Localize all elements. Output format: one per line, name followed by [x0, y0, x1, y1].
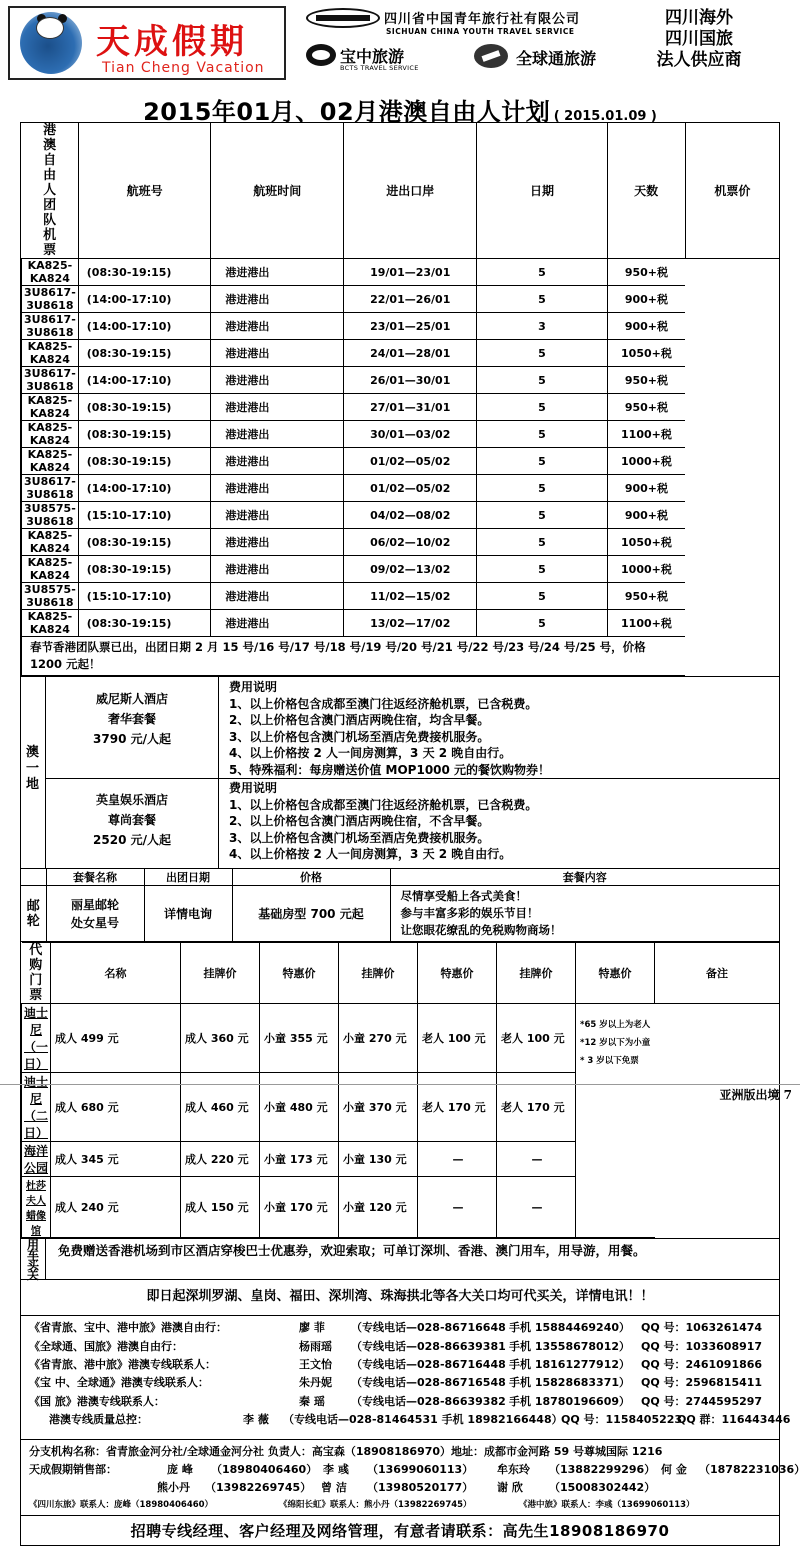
col-header-port: 进出口岸	[344, 123, 477, 259]
border-crossing-notice: 即日起深圳罗湖、皇岗、福田、深圳湾、珠海拱北等各大关口均可代买关，详情电讯！！	[21, 1279, 779, 1315]
bcts-name-en: BCTS TRAVEL SERVICE	[340, 64, 419, 72]
flight-days: 5	[477, 448, 607, 475]
tickets-col-deal-child: 特惠价	[418, 943, 497, 1004]
cruise-table	[21, 868, 779, 942]
remark-line: *65 岁以上为老人	[580, 1020, 651, 1031]
flight-row	[22, 394, 780, 421]
flight-days: 3	[477, 313, 607, 340]
flight-no: KA825-KA824	[22, 259, 79, 286]
footer-divider	[0, 1084, 800, 1085]
flight-row	[22, 259, 780, 286]
note-line: 5、特殊福利：每房赠送价值 MOP1000 元的餐饮购物券！	[229, 762, 551, 777]
flights-table	[21, 123, 779, 676]
flight-port: 港进港出	[211, 475, 344, 502]
macau-notes-venetian	[219, 679, 779, 778]
ticket-price: 小童 120 元	[339, 1177, 418, 1238]
transport-text	[46, 1239, 779, 1279]
flight-port: 港进港出	[211, 286, 344, 313]
col-header-price: 机票价	[685, 123, 779, 259]
contact-label: 《全球通、国旅》港澳自由行：	[29, 1339, 183, 1353]
page-header	[0, 0, 800, 90]
flight-row	[22, 367, 780, 394]
cruise-price: 基础房型 700 元起	[232, 886, 390, 942]
page-title-date: ( 2015.01.09 )	[553, 109, 657, 124]
page-title: 2015年01月、02月港澳自由人计划	[143, 98, 551, 126]
flight-port: 港进港出	[211, 529, 344, 556]
cruise-name: 丽星邮轮 处女星号	[46, 886, 144, 942]
flight-no: 3U8575-3U8618	[22, 502, 79, 529]
flight-row	[22, 583, 780, 610]
contact-label: 《国 旅》港澳专线联系人：	[29, 1394, 165, 1408]
supplier-label	[644, 8, 754, 71]
flight-no: KA825-KA824	[22, 394, 79, 421]
flight-days: 5	[477, 259, 607, 286]
tickets-table	[21, 942, 779, 1238]
contact-qq: QQ 号：2461091866	[641, 1357, 763, 1371]
tickets-col-deal-adult: 特惠价	[260, 943, 339, 1004]
spring-festival-notice: 春节香港团队票已出，出团日期 2 月 15 号/16 号/17 号/18 号/19 号/20 号/21 号/22 号/23 号/24 号/25 号，价格 1200 元起！	[22, 637, 686, 676]
contact-line	[21, 1338, 781, 1355]
note-line: 4、以上价格按 2 人一间房测算，3 天 2 晚自由行。	[229, 746, 512, 760]
flight-no: KA825-KA824	[22, 340, 79, 367]
quality-field: QQ 群：116443446	[677, 1412, 791, 1426]
sales-line-1: 天成假期销售部： 庞 峰 （18980406460） 李 彧 （13699060113） 牟东玲 （13882299296） 何 金 （18782231036）	[29, 1463, 805, 1477]
flight-days: 5	[477, 340, 607, 367]
ticket-row	[22, 1142, 780, 1177]
flight-port: 港进港出	[211, 313, 344, 340]
col-header-flight-no: 航班号	[78, 123, 211, 259]
flight-date: 22/01—26/01	[344, 286, 477, 313]
quality-field: 李 薇	[243, 1412, 269, 1426]
notes-title: 费用说明	[229, 781, 278, 795]
package-price: 2520 元/人起	[93, 833, 171, 847]
qqt-logo-icon	[474, 44, 508, 68]
flight-price: 1050+税	[607, 529, 685, 556]
flight-price: 1100+税	[607, 610, 685, 637]
flight-row	[22, 313, 780, 340]
flight-row	[22, 610, 780, 637]
contact-mobile: 手机 18161277912）	[509, 1357, 631, 1371]
cruise-header-blank	[21, 869, 46, 886]
ticket-price: 成人 360 元	[181, 1004, 260, 1073]
package-name: 尊尚套餐	[107, 813, 156, 827]
bcts-name-cn: 宝中旅游	[340, 47, 405, 66]
flights-side-label: 港 澳 自 由 人 团 队 机 票	[22, 123, 79, 259]
flight-time: (14:00-17:10)	[78, 313, 211, 340]
contact-name: 廖 菲	[299, 1321, 325, 1335]
page-footer: 亚洲版出境 7	[719, 1088, 792, 1102]
flight-price: 1050+税	[607, 340, 685, 367]
ticket-row	[22, 1004, 780, 1073]
macau-side-label: 澳 一 地	[21, 677, 46, 868]
flight-days: 5	[477, 367, 607, 394]
flight-port: 港进港出	[211, 340, 344, 367]
ticket-price: 成人 345 元	[51, 1142, 181, 1177]
contact-phone: （专线电话—028-86639381	[351, 1339, 506, 1353]
flight-days: 5	[477, 421, 607, 448]
flight-price: 900+税	[607, 313, 685, 340]
remark-line: *12 岁以下为小童	[580, 1038, 651, 1049]
contact-line	[21, 1319, 781, 1336]
ticket-price: 成人 499 元	[51, 1004, 181, 1073]
flight-port: 港进港出	[211, 259, 344, 286]
cruise-side-label: 邮 轮	[21, 886, 46, 942]
flight-port: 港进港出	[211, 556, 344, 583]
note-line: 4、以上价格按 2 人一间房测算，3 天 2 晚自由行。	[229, 847, 512, 861]
flight-row	[22, 448, 780, 475]
flight-price: 900+税	[607, 502, 685, 529]
flight-row	[22, 421, 780, 448]
flight-date: 30/01—03/02	[344, 421, 477, 448]
contact-name: 杨雨瑶	[299, 1339, 332, 1353]
brand-name-cn: 天成假期	[96, 22, 248, 62]
flight-time: (08:30-19:15)	[78, 259, 211, 286]
flight-price: 950+税	[607, 259, 685, 286]
flight-time: (14:00-17:10)	[78, 475, 211, 502]
cyts-name-cn: 四川省中国青年旅行社有限公司	[384, 12, 581, 27]
flight-price: 900+税	[607, 286, 685, 313]
ticket-price: 小童 355 元	[260, 1004, 339, 1073]
col-header-flight-time: 航班时间	[211, 123, 344, 259]
cruise-content: 尽情享受船上各式美食！ 参与丰富多彩的娱乐节目！ 让您眼花缭乱的免税购物商场！	[390, 886, 779, 942]
macau-package-emperor	[46, 778, 219, 869]
flight-time: (08:30-19:15)	[78, 556, 211, 583]
flight-port: 港进港出	[211, 367, 344, 394]
flight-no: KA825-KA824	[22, 448, 79, 475]
ticket-price: 成人 240 元	[51, 1177, 181, 1238]
contact-mobile: 手机 15828683371）	[509, 1376, 631, 1390]
flight-time: (14:00-17:10)	[78, 286, 211, 313]
macau-section	[21, 676, 779, 868]
flight-days: 5	[477, 502, 607, 529]
contacts-section	[21, 1315, 791, 1439]
ticket-price: 老人 170 元	[418, 1073, 497, 1142]
tickets-col-list-child: 挂牌价	[339, 943, 418, 1004]
col-header-days: 天数	[607, 123, 685, 259]
cyts-logo-icon	[306, 8, 380, 28]
flight-price: 950+税	[607, 367, 685, 394]
flight-time: (15:10-17:10)	[78, 583, 211, 610]
remark-line: * 3 岁以下免票	[580, 1056, 639, 1067]
flight-price: 900+税	[607, 475, 685, 502]
ticket-price: 小童 170 元	[260, 1177, 339, 1238]
package-name: 奢华套餐	[107, 712, 156, 726]
flight-no: KA825-KA824	[22, 610, 79, 637]
ticket-price: 老人 100 元	[418, 1004, 497, 1073]
flight-time: (15:10-17:10)	[78, 502, 211, 529]
flight-row	[22, 475, 780, 502]
tickets-side-label: 代 购 门 票	[22, 943, 51, 1004]
ticket-remarks	[576, 1004, 655, 1238]
contact-phone: （专线电话—028-86716648	[351, 1321, 506, 1335]
ticket-price: 小童 370 元	[339, 1073, 418, 1142]
flight-time: (08:30-19:15)	[78, 394, 211, 421]
panda-head-icon	[36, 17, 64, 39]
tickets-col-remarks: 备注	[655, 943, 780, 1004]
contact-mobile: 手机 13558678012）	[509, 1339, 631, 1353]
cruise-col-content: 套餐内容	[390, 869, 779, 886]
contact-phone: （专线电话—028-86716548	[351, 1376, 506, 1390]
note-line: 1、以上价格包含成都至澳门往返经济舱机票，已含税费。	[229, 696, 538, 711]
ticket-name: 海洋公园	[22, 1142, 51, 1177]
recruit-banner: 招聘专线经理、客户经理及网络管理，有意者请联系：高先生18908186970	[21, 1515, 779, 1545]
flight-date: 01/02—05/02	[344, 448, 477, 475]
flight-row	[22, 286, 780, 313]
ticket-price: —	[418, 1177, 497, 1238]
contact-mobile: 手机 15884469240）	[509, 1321, 631, 1335]
ticket-name: 杜莎夫人蜡像馆	[22, 1177, 51, 1238]
contact-qq: QQ 号：2744595297	[641, 1394, 763, 1408]
ticket-price: 小童 130 元	[339, 1142, 418, 1177]
ticket-name: 迪士尼（二日）	[22, 1073, 51, 1142]
contact-qq: QQ 号：1033608917	[641, 1339, 763, 1353]
note-line: 2、以上价格包含澳门酒店两晚住宿，均含早餐。	[229, 713, 490, 727]
flight-date: 27/01—31/01	[344, 394, 477, 421]
ticket-price: 小童 173 元	[260, 1142, 339, 1177]
flight-date: 13/02—17/02	[344, 610, 477, 637]
flight-no: 3U8575-3U8618	[22, 583, 79, 610]
contact-name: 王文怡	[299, 1357, 332, 1371]
note-line: 1、以上价格包含成都至澳门往返经济舱机票，已含税费。	[229, 797, 538, 812]
contact-line	[21, 1374, 781, 1391]
contact-qq: QQ 号：2596815411	[641, 1376, 763, 1390]
ticket-name: 迪士尼（一日）	[22, 1004, 51, 1073]
contact-qq: QQ 号：1063261474	[641, 1321, 763, 1335]
ticket-row	[22, 1177, 780, 1238]
main-frame	[20, 122, 805, 1546]
contact-phone: （专线电话—028-86716448	[351, 1357, 506, 1371]
flight-days: 5	[477, 286, 607, 313]
note-line: 2、以上价格包含澳门酒店两晚住宿，不含早餐。	[229, 814, 490, 828]
notes-title: 费用说明	[229, 680, 278, 694]
cruise-col-date: 出团日期	[144, 869, 232, 886]
flight-days: 5	[477, 529, 607, 556]
flight-time: (08:30-19:15)	[78, 421, 211, 448]
flight-time: (14:00-17:10)	[78, 367, 211, 394]
flight-port: 港进港出	[211, 421, 344, 448]
brand-name-en: Tian Cheng Vacation	[102, 60, 265, 76]
ticket-price: 成人 680 元	[51, 1073, 181, 1142]
branch-section	[21, 1439, 805, 1515]
hotel-name: 英皇娱乐酒店	[95, 793, 168, 807]
flight-row	[22, 340, 780, 367]
flight-time: (08:30-19:15)	[78, 610, 211, 637]
contact-mobile: 手机 18780196609）	[509, 1394, 631, 1408]
ticket-price: 小童 270 元	[339, 1004, 418, 1073]
cyts-name-en: SICHUAN CHINA YOUTH TRAVEL SERVICE	[386, 27, 575, 36]
tickets-col-list-senior: 挂牌价	[497, 943, 576, 1004]
quality-field: QQ 号：1158405223	[561, 1412, 683, 1426]
affiliate-contacts: 《四川东旅》联系人：庞峰（18980406460） 《绵阳长虹》联系人：熊小丹（13982269745） 《港中旅》联系人：李彧（13699060113）	[29, 1500, 695, 1511]
contact-line	[21, 1393, 781, 1410]
ticket-price: 成人 150 元	[181, 1177, 260, 1238]
flight-no: 3U8617-3U8618	[22, 367, 79, 394]
qqt-name-cn: 全球通旅游	[516, 49, 597, 68]
ticket-price: 成人 220 元	[181, 1142, 260, 1177]
note-line: 3、以上价格包含澳门机场至酒店免费接机服务。	[229, 729, 490, 744]
note-line: 3、以上价格包含澳门机场至酒店免费接机服务。	[229, 830, 490, 845]
flight-date: 01/02—05/02	[344, 475, 477, 502]
supplier-line: 四川国旅	[665, 29, 733, 49]
col-header-date: 日期	[477, 123, 607, 259]
contact-label: 《宝 中、全球通》港澳专线联系人：	[29, 1376, 209, 1390]
cruise-date: 详情电询	[144, 886, 232, 942]
ticket-price: 老人 170 元	[497, 1073, 576, 1142]
transport-line: 免费赠送香港机场到市区酒店穿梭巴士优惠券，欢迎索取；可单订深圳、香港、澳门用车，用导游，用餐。	[58, 1243, 646, 1259]
flight-port: 港进港出	[211, 448, 344, 475]
quality-control-line	[21, 1411, 791, 1428]
flight-price: 1000+税	[607, 556, 685, 583]
flight-row	[22, 529, 780, 556]
flight-date: 11/02—15/02	[344, 583, 477, 610]
flight-date: 23/01—25/01	[344, 313, 477, 340]
supplier-line: 四川海外	[665, 8, 733, 28]
flight-price: 950+税	[607, 394, 685, 421]
flight-days: 5	[477, 583, 607, 610]
supplier-line: 法人供应商	[656, 50, 742, 70]
macau-notes-emperor	[219, 780, 779, 863]
flight-price: 950+税	[607, 583, 685, 610]
contact-label: 《省青旅、港中旅》港澳专线联系人：	[29, 1357, 216, 1371]
flight-price: 1000+税	[607, 448, 685, 475]
flight-no: 3U8617-3U8618	[22, 475, 79, 502]
flight-no: 3U8617-3U8618	[22, 286, 79, 313]
branch-info: 分支机构名称：省青旅金河分社/全球通金河分社 负责人：高宝森（18908186970）地址：成都市金河路 59 号尊城国际 1216	[29, 1445, 663, 1459]
flight-date: 04/02—08/02	[344, 502, 477, 529]
contact-line	[21, 1356, 781, 1373]
flight-days: 5	[477, 394, 607, 421]
flight-date: 09/02—13/02	[344, 556, 477, 583]
flight-time: (08:30-19:15)	[78, 340, 211, 367]
flight-no: KA825-KA824	[22, 556, 79, 583]
ticket-price: 小童 480 元	[260, 1073, 339, 1142]
ticket-price: —	[497, 1177, 576, 1238]
cruise-col-name: 套餐名称	[46, 869, 144, 886]
flight-price: 1100+税	[607, 421, 685, 448]
tiancheng-logo	[8, 6, 286, 80]
flight-date: 24/01—28/01	[344, 340, 477, 367]
tickets-col-deal-senior: 特惠价	[576, 943, 655, 1004]
flight-port: 港进港出	[211, 394, 344, 421]
flight-days: 5	[477, 610, 607, 637]
flight-no: KA825-KA824	[22, 529, 79, 556]
transport-section	[21, 1238, 779, 1283]
tickets-col-list-adult: 挂牌价	[181, 943, 260, 1004]
flight-date: 26/01—30/01	[344, 367, 477, 394]
quality-field: （专线电话—028-81464531 手机 18982166448）	[283, 1412, 563, 1426]
flight-port: 港进港出	[211, 583, 344, 610]
flight-date: 06/02—10/02	[344, 529, 477, 556]
ticket-price: —	[497, 1142, 576, 1177]
ticket-price: 成人 460 元	[181, 1073, 260, 1142]
transport-side-label: 用 车 买 关	[21, 1239, 46, 1279]
cruise-col-price: 价格	[232, 869, 390, 886]
hotel-name: 威尼斯人酒店	[95, 692, 168, 706]
contact-label: 《省青旅、宝中、港中旅》港澳自由行：	[29, 1321, 227, 1335]
contact-name: 秦 瑶	[299, 1394, 325, 1408]
ticket-price: 老人 100 元	[497, 1004, 576, 1073]
contact-phone: （专线电话—028-86639382	[351, 1394, 506, 1408]
flight-no: KA825-KA824	[22, 421, 79, 448]
flight-row	[22, 502, 780, 529]
flight-port: 港进港出	[211, 502, 344, 529]
macau-col-divider	[46, 677, 219, 778]
tickets-col-name: 名称	[51, 943, 181, 1004]
quality-field: 港澳专线质量总控：	[49, 1412, 148, 1426]
flight-days: 5	[477, 556, 607, 583]
sales-line-2: 熊小丹 （13982269745） 曾 洁 （13980520177） 谢 欣 （15008302442）	[157, 1481, 656, 1495]
ticket-price: —	[418, 1142, 497, 1177]
flight-date: 19/01—23/01	[344, 259, 477, 286]
flight-time: (08:30-19:15)	[78, 448, 211, 475]
package-price: 3790 元/人起	[93, 732, 171, 746]
flight-no: 3U8617-3U8618	[22, 313, 79, 340]
flight-time: (08:30-19:15)	[78, 529, 211, 556]
flight-days: 5	[477, 475, 607, 502]
flight-port: 港进港出	[211, 610, 344, 637]
flight-row	[22, 556, 780, 583]
bcts-logo-icon	[306, 44, 336, 66]
contact-name: 朱丹妮	[299, 1376, 332, 1390]
